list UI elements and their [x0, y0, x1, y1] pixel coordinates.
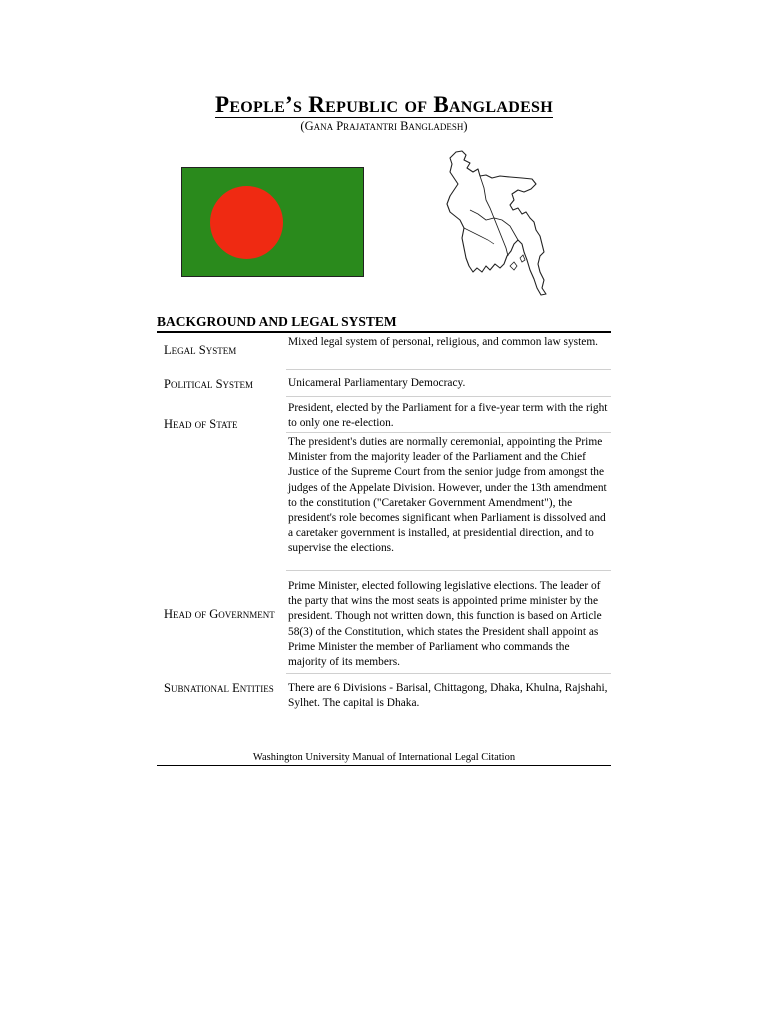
row-divider: [286, 396, 611, 397]
map-division-line: [464, 228, 494, 244]
bangladesh-flag-image: [181, 167, 364, 277]
flag-red-disc: [210, 186, 283, 259]
section-heading: BACKGROUND AND LEGAL SYSTEM: [157, 314, 611, 333]
page-title-text: People’s Republic of Bangladesh: [214, 92, 554, 117]
row-divider: [286, 369, 611, 370]
map-coast-islands: [510, 255, 525, 270]
page-title: [0, 92, 768, 118]
map-river-path-2: [470, 210, 518, 240]
value-head-of-state-duties: The president's duties are normally ceremonial, appointing the Prime Minister from the majority leader of the Parliament and the Chief Justice of the Supreme Court from the senior judge from amongst the judges of the Appelate Division. However, under the 13th amendment to the constitution ("Caretaker Government Amendment"), the president's role becomes significant when Parliament is dissolved and a caretaker government is installed, at presidential direction, and to supervise the elections.: [288, 436, 607, 555]
row-divider: [286, 673, 611, 674]
bangladesh-map-outline: [440, 148, 558, 298]
value-subnational-entities: There are 6 Divisions - Barisal, Chittagong, Dhaka, Khulna, Rajshahi, Sylhet. The capital is Dhaka.: [288, 682, 608, 710]
value-head-of-government: Prime Minister, elected following legislative elections. The leader of the party that wins the most seats is appointed prime minister by the president. Though not written down, this function is based on Article 58(3) of the Constitution, which states the President shall appoint as Prime Minister the member of Parliament who commands the majority of its members.: [288, 580, 602, 669]
row-divider: [286, 432, 611, 433]
label-head-of-state: Head of State: [164, 417, 238, 431]
label-subnational-entities: Subnational Entities: [164, 681, 274, 695]
value-legal-system: Mixed legal system of personal, religious, and common law system.: [288, 336, 599, 348]
label-legal-system: Legal System: [164, 343, 237, 357]
value-political-system: Unicameral Parliamentary Democracy.: [288, 377, 466, 389]
page-subtitle: (Gana Prajatantri Bangladesh): [300, 119, 468, 133]
value-head-of-state: President, elected by the Parliament for a five-year term with the right to only one re-election.: [288, 402, 608, 430]
label-political-system: Political System: [164, 377, 254, 391]
map-border-path: [447, 151, 546, 295]
label-head-of-government: Head of Government: [164, 607, 275, 621]
page-footer: Washington University Manual of International Legal Citation: [157, 752, 611, 766]
row-divider: [286, 570, 611, 571]
